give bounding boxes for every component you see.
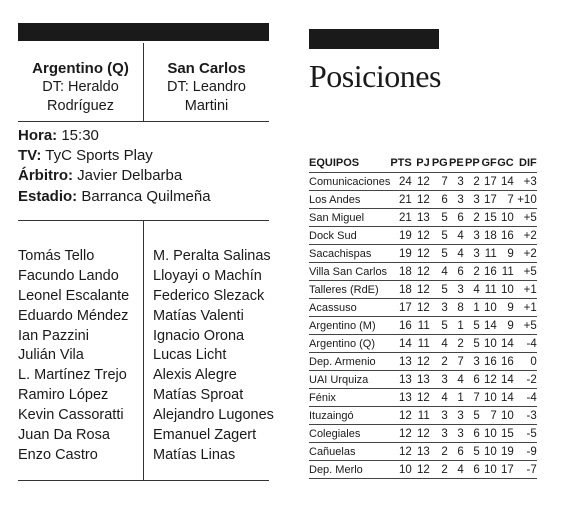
stat-cell: 6 — [464, 425, 480, 443]
info-value: TyC Sports Play — [45, 147, 153, 165]
stat-cell: 2 — [448, 335, 464, 353]
stat-cell: 10 — [497, 407, 514, 425]
player-name: M. Peralta Salinas — [153, 248, 271, 264]
table-row — [309, 425, 537, 443]
stat-cell: 12 — [412, 353, 430, 371]
stat-cell: 5 — [430, 317, 448, 335]
stat-cell: 3 — [448, 281, 464, 299]
info-label: Hora: — [18, 127, 58, 144]
stat-cell: 4 — [448, 227, 464, 245]
info-value: Barranca Quilmeña — [81, 187, 211, 205]
stat-cell: 10 — [390, 461, 411, 479]
away-lineup — [153, 247, 274, 466]
stat-cell: -9 — [514, 443, 537, 461]
stat-cell: 5 — [464, 407, 480, 425]
stat-cell: 6 — [448, 263, 464, 281]
player-name: Enzo Castro — [18, 446, 98, 463]
stat-cell: 17 — [497, 461, 514, 479]
team-name-cell: Argentino (Q) — [309, 335, 390, 353]
stat-cell: 1 — [448, 317, 464, 335]
player-name: Kevin Cassoratti — [18, 407, 124, 424]
stat-cell: 16 — [497, 353, 514, 371]
player-name: Leonel Escalante — [18, 287, 130, 304]
stat-cell: 1 — [448, 389, 464, 407]
stat-cell: 5 — [464, 317, 480, 335]
stat-cell: 17 — [390, 299, 411, 317]
stat-cell: 9 — [497, 317, 514, 335]
stat-cell: -5 — [514, 425, 537, 443]
stat-cell: 9 — [497, 299, 514, 317]
stat-cell: 12 — [412, 461, 430, 479]
team-name-cell: Fénix — [309, 389, 390, 407]
team-name-cell: Cañuelas — [309, 443, 390, 461]
stat-cell: +5 — [514, 317, 537, 335]
table-row — [309, 317, 537, 335]
stat-cell: 2 — [464, 173, 480, 191]
player-name: Facundo Lando — [18, 267, 119, 284]
stat-cell: +3 — [514, 173, 537, 191]
stat-cell: 16 — [480, 263, 497, 281]
stat-cell: 3 — [448, 191, 464, 209]
stat-cell: 13 — [390, 371, 411, 389]
stat-cell: +2 — [514, 245, 537, 263]
stat-cell: 16 — [390, 317, 411, 335]
team-name-cell: Colegiales — [309, 425, 390, 443]
player-name: Alejandro Lugones — [153, 407, 274, 424]
column-header: PJ — [416, 157, 430, 169]
team-name-cell: Talleres (RdE) — [309, 281, 390, 299]
stat-cell: 12 — [412, 299, 430, 317]
info-label: Estadio: — [18, 187, 78, 205]
stat-cell: 10 — [480, 335, 497, 353]
column-header: GC — [497, 157, 514, 169]
stat-cell: 11 — [480, 281, 497, 299]
stat-cell: 3 — [448, 407, 464, 425]
stat-cell: -4 — [514, 335, 537, 353]
stat-cell: +5 — [514, 263, 537, 281]
standings-body — [309, 173, 537, 479]
team-name-cell: Sacachispas — [309, 245, 390, 263]
stat-cell: 12 — [412, 389, 430, 407]
stat-cell: 4 — [464, 281, 480, 299]
team-name-cell: UAI Urquiza — [309, 371, 390, 389]
table-row — [309, 389, 537, 407]
player-name: Ignacio Orona — [153, 327, 245, 344]
stat-cell: 6 — [430, 191, 448, 209]
info-value: 15:30 — [61, 127, 99, 144]
stat-cell: 7 — [430, 173, 448, 191]
stat-cell: 3 — [464, 245, 480, 263]
stat-cell: 10 — [480, 389, 497, 407]
info-label: Árbitro: — [18, 167, 73, 185]
stat-cell: 12 — [390, 407, 411, 425]
stat-cell: 12 — [390, 443, 411, 461]
stat-cell: 13 — [412, 209, 430, 227]
header-bar-right — [309, 29, 439, 49]
stat-cell: 15 — [497, 425, 514, 443]
stat-cell: 4 — [430, 263, 448, 281]
team-name-cell: Ituzaingó — [309, 407, 390, 425]
stat-cell: 2 — [464, 209, 480, 227]
stat-cell: 13 — [390, 389, 411, 407]
column-header: EQUIPOS — [309, 157, 360, 169]
stat-cell: 7 — [448, 353, 464, 371]
team-name-cell: Dep. Armenio — [309, 353, 390, 371]
player-name: Lloyayi o Machín — [153, 267, 262, 284]
stat-cell: 14 — [497, 173, 514, 191]
stat-cell: 3 — [448, 173, 464, 191]
info-time — [18, 126, 269, 146]
column-header: DIF — [519, 157, 537, 169]
home-team-block — [18, 43, 144, 121]
table-row — [309, 209, 537, 227]
stat-cell: 5 — [464, 335, 480, 353]
table-row — [309, 173, 537, 191]
player-name: Matías Valenti — [153, 307, 244, 324]
stat-cell: 3 — [430, 299, 448, 317]
team-name-cell: Los Andes — [309, 191, 390, 209]
team-name-cell: Comunicaciones — [309, 173, 390, 191]
stat-cell: 5 — [464, 443, 480, 461]
stat-cell: 5 — [430, 281, 448, 299]
player-name: Emanuel Zagert — [153, 427, 257, 444]
stat-cell: 14 — [390, 335, 411, 353]
stat-cell: -7 — [514, 461, 537, 479]
stat-cell: 4 — [448, 461, 464, 479]
stat-cell: 15 — [480, 209, 497, 227]
stat-cell: 19 — [497, 443, 514, 461]
stat-cell: 12 — [412, 191, 430, 209]
stat-cell: 5 — [430, 245, 448, 263]
stat-cell: 16 — [480, 353, 497, 371]
table-row — [309, 443, 537, 461]
stat-cell: 19 — [390, 245, 411, 263]
stat-cell: 12 — [412, 263, 430, 281]
stat-cell: 12 — [390, 425, 411, 443]
team-name-cell: Dep. Merlo — [309, 461, 390, 479]
stat-cell: 3 — [448, 425, 464, 443]
player-name: Alexis Alegre — [153, 367, 237, 384]
stat-cell: +1 — [514, 299, 537, 317]
standings-title: Posiciones — [309, 58, 441, 94]
home-coach-line1: DT: Heraldo — [42, 79, 119, 95]
stat-cell: 0 — [514, 353, 537, 371]
stat-cell: 7 — [480, 407, 497, 425]
team-name-cell: Villa San Carlos — [309, 263, 390, 281]
table-row — [309, 371, 537, 389]
stat-cell: 12 — [412, 173, 430, 191]
column-header: GF — [481, 157, 497, 169]
stat-cell: 8 — [448, 299, 464, 317]
stat-cell: 3 — [464, 353, 480, 371]
stat-cell: +10 — [514, 191, 537, 209]
header-bar-left — [18, 23, 269, 41]
stat-cell: 13 — [412, 371, 430, 389]
column-header: PP — [465, 157, 480, 169]
player-name: Ian Pazzini — [18, 327, 89, 344]
table-row — [309, 353, 537, 371]
player-name: Julián Vila — [18, 347, 84, 364]
team-name-cell: Dock Sud — [309, 227, 390, 245]
column-header: PE — [449, 157, 464, 169]
match-info — [18, 126, 269, 207]
stat-cell: 6 — [448, 443, 464, 461]
stat-cell: 12 — [412, 245, 430, 263]
stat-cell: 21 — [390, 191, 411, 209]
stat-cell: 12 — [412, 227, 430, 245]
table-row — [309, 299, 537, 317]
info-label: TV: — [18, 147, 42, 165]
stat-cell: 24 — [390, 173, 411, 191]
stat-cell: 3 — [430, 371, 448, 389]
table-row — [309, 191, 537, 209]
table-row — [309, 281, 537, 299]
stat-cell: 19 — [390, 227, 411, 245]
stat-cell: 11 — [480, 245, 497, 263]
stat-cell: 1 — [464, 299, 480, 317]
info-referee — [18, 166, 269, 186]
stat-cell: 10 — [480, 443, 497, 461]
table-row — [309, 227, 537, 245]
stat-cell: 14 — [497, 389, 514, 407]
player-name: Eduardo Méndez — [18, 307, 129, 324]
away-team-name: San Carlos — [167, 60, 246, 77]
table-row — [309, 335, 537, 353]
stat-cell: +1 — [514, 281, 537, 299]
column-header: PG — [431, 157, 448, 169]
team-name-cell: San Miguel — [309, 209, 390, 227]
column-header: PTS — [390, 157, 412, 169]
player-name: Lucas Licht — [153, 347, 227, 364]
stat-cell: 9 — [497, 245, 514, 263]
stat-cell: -4 — [514, 389, 537, 407]
stat-cell: 14 — [497, 335, 514, 353]
stat-cell: +2 — [514, 227, 537, 245]
stat-cell: 13 — [412, 443, 430, 461]
stat-cell: 6 — [448, 209, 464, 227]
info-tv — [18, 146, 269, 166]
stat-cell: 11 — [412, 407, 430, 425]
stat-cell: 13 — [390, 353, 411, 371]
team-name-cell: Acassuso — [309, 299, 390, 317]
stat-cell: 11 — [412, 317, 430, 335]
away-coach-line2: Martini — [184, 98, 229, 114]
stat-cell: 12 — [412, 425, 430, 443]
stat-cell: 12 — [480, 371, 497, 389]
stat-cell: 4 — [448, 245, 464, 263]
stat-cell: 10 — [480, 425, 497, 443]
stat-cell: 4 — [430, 389, 448, 407]
stat-cell: 2 — [430, 353, 448, 371]
table-row — [309, 407, 537, 425]
player-name: Matías Linas — [153, 446, 236, 463]
table-row — [309, 245, 537, 263]
standings-header-row — [309, 154, 537, 173]
info-stadium — [18, 187, 269, 207]
stat-cell: 18 — [390, 281, 411, 299]
player-name: Federico Slezack — [153, 287, 265, 304]
home-coach-line2: Rodríguez — [47, 98, 114, 114]
stat-cell: +5 — [514, 209, 537, 227]
lineup-divider — [143, 221, 144, 480]
player-name: Ramiro López — [18, 387, 109, 404]
divider — [18, 480, 269, 481]
stat-cell: 7 — [464, 389, 480, 407]
stat-cell: 11 — [497, 263, 514, 281]
stat-cell: 2 — [430, 443, 448, 461]
stat-cell: 10 — [480, 461, 497, 479]
stat-cell: 10 — [480, 299, 497, 317]
player-name: L. Martínez Trejo — [18, 367, 127, 384]
team-name-cell: Argentino (M) — [309, 317, 390, 335]
stat-cell: 14 — [497, 371, 514, 389]
home-team-name: Argentino (Q) — [32, 60, 129, 77]
stat-cell: -3 — [514, 407, 537, 425]
player-name: Juan Da Rosa — [18, 427, 110, 444]
stat-cell: 3 — [430, 425, 448, 443]
info-value: Javier Delbarba — [77, 167, 183, 185]
stat-cell: 5 — [430, 227, 448, 245]
stat-cell: 6 — [464, 461, 480, 479]
stat-cell: 11 — [412, 335, 430, 353]
stat-cell: 2 — [464, 263, 480, 281]
stat-cell: 18 — [390, 263, 411, 281]
player-name: Matías Sproat — [153, 387, 244, 404]
stat-cell: 10 — [497, 209, 514, 227]
stat-cell: 7 — [497, 191, 514, 209]
stat-cell: 14 — [480, 317, 497, 335]
stat-cell: 4 — [448, 371, 464, 389]
stat-cell: 18 — [480, 227, 497, 245]
stat-cell: -2 — [514, 371, 537, 389]
stat-cell: 3 — [464, 227, 480, 245]
table-row — [309, 263, 537, 281]
player-name: Tomás Tello — [18, 248, 95, 264]
stat-cell: 21 — [390, 209, 411, 227]
stat-cell: 2 — [430, 461, 448, 479]
stat-cell: 10 — [497, 281, 514, 299]
stat-cell: 3 — [464, 191, 480, 209]
standings-table — [309, 154, 537, 479]
stat-cell: 12 — [412, 281, 430, 299]
stat-cell: 17 — [480, 173, 497, 191]
teams-header — [18, 43, 269, 122]
stat-cell: 6 — [464, 371, 480, 389]
stat-cell: 3 — [430, 407, 448, 425]
lineups — [18, 221, 274, 480]
away-coach-line1: DT: Leandro — [167, 79, 246, 95]
home-lineup — [18, 247, 129, 466]
stat-cell: 17 — [480, 191, 497, 209]
stat-cell: 5 — [430, 209, 448, 227]
away-team-block — [144, 43, 269, 121]
stat-cell: 16 — [497, 227, 514, 245]
table-row — [309, 461, 537, 479]
stat-cell: 4 — [430, 335, 448, 353]
